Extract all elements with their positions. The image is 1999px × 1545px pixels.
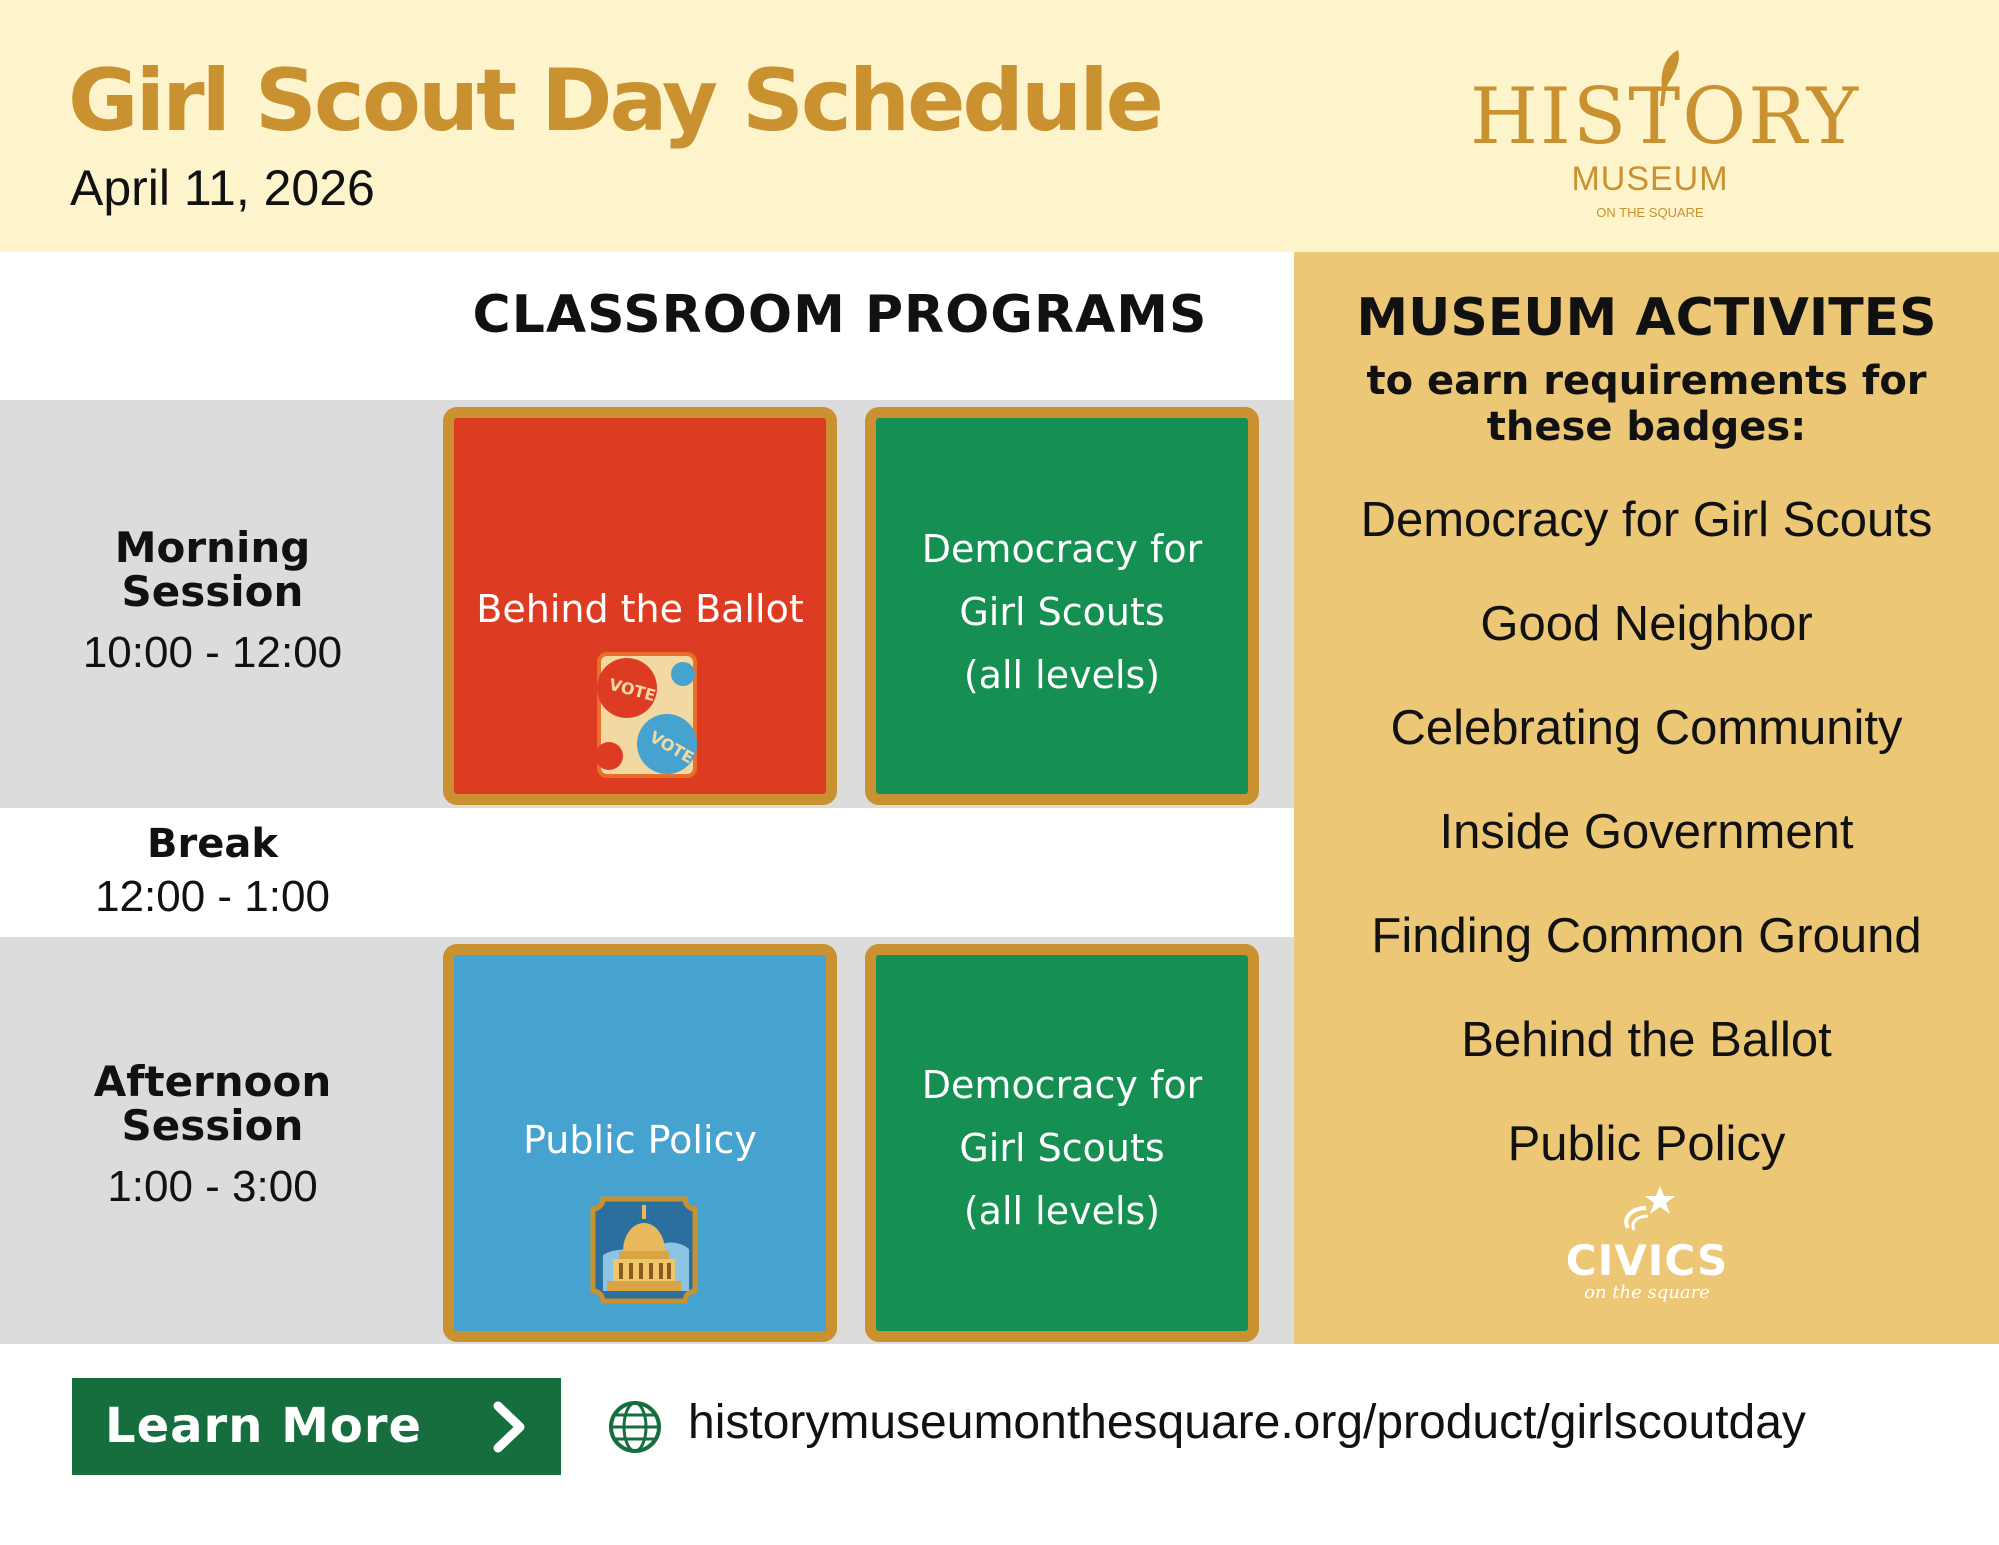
afternoon-session-time: 1:00 - 3:00: [107, 1162, 318, 1211]
democracy-afternoon-line2: Girl Scouts: [959, 1126, 1165, 1170]
break-time: 12:00 - 1:00: [95, 872, 330, 921]
afternoon-name-line2: Session: [121, 1101, 304, 1150]
break-name: Break: [147, 821, 278, 867]
badge-list: [1294, 490, 1999, 1218]
morning-session-time: 10:00 - 12:00: [82, 628, 343, 677]
democracy-morning-line1: Democracy for: [921, 527, 1203, 571]
democracy-afternoon-line1: Democracy for: [921, 1063, 1203, 1107]
learn-more-label: Learn More: [105, 1398, 423, 1454]
afternoon-session-name: [0, 1057, 425, 1150]
democracy-afternoon-card[interactable]: [865, 944, 1259, 1342]
globe-icon: [608, 1400, 662, 1454]
museum-sub-line2: these badges:: [1486, 404, 1807, 450]
museum-activities-panel: [1294, 252, 1999, 1344]
badge-item: Good Neighbor: [1480, 597, 1813, 651]
event-date: April 11, 2026: [70, 160, 375, 216]
public-policy-card[interactable]: [443, 944, 837, 1342]
democracy-afternoon-line3: (all levels): [963, 1189, 1161, 1233]
badge-item: Behind the Ballot: [1461, 1013, 1832, 1067]
star-swoosh-icon: [1620, 1184, 1680, 1234]
morning-session-label: [0, 523, 425, 678]
page-title: Girl Scout Day Schedule: [68, 51, 1162, 151]
logo-sub: MUSEUM: [1571, 160, 1729, 198]
afternoon-session-label: [0, 1057, 425, 1212]
learn-more-button[interactable]: [72, 1378, 561, 1475]
history-museum-logo: [1470, 40, 1861, 230]
civics-word: CIVICS: [1565, 1236, 1729, 1285]
public-policy-label: Public Policy: [523, 1118, 757, 1162]
svg-text:VOTE: VOTE: [607, 674, 658, 706]
website-link[interactable]: historymuseumonthesquare.org/product/girlscoutday: [688, 1396, 1806, 1449]
morning-name-line1: Morning: [114, 523, 311, 572]
logo-word: HISTORY: [1470, 72, 1861, 162]
behind-the-ballot-label: Behind the Ballot: [476, 587, 804, 631]
break-label: [0, 822, 425, 922]
morning-session-name: [0, 523, 425, 616]
afternoon-name-line1: Afternoon: [93, 1057, 332, 1106]
badge-item: Public Policy: [1507, 1117, 1786, 1171]
behind-the-ballot-card[interactable]: [443, 407, 837, 805]
democracy-morning-card[interactable]: [865, 407, 1259, 805]
democracy-morning-line3: (all levels): [963, 653, 1161, 697]
museum-activities-heading: MUSEUM ACTIVITES: [1356, 288, 1937, 348]
morning-name-line2: Session: [121, 567, 304, 616]
civics-on-the-square-logo: [1562, 1184, 1732, 1324]
svg-text:VOTE: VOTE: [646, 727, 697, 768]
badge-item: Celebrating Community: [1390, 701, 1903, 755]
badge-item: Finding Common Ground: [1371, 909, 1922, 963]
header-banner: [0, 0, 1999, 252]
vote-buttons-icon: [597, 652, 697, 778]
museum-activities-subtitle: [1354, 358, 1939, 450]
classroom-programs-heading: CLASSROOM PROGRAMS: [472, 285, 1208, 345]
civics-sub: on the square: [1584, 1282, 1710, 1303]
museum-sub-line1: to earn requirements for: [1366, 358, 1927, 404]
badge-item: Inside Government: [1439, 805, 1854, 859]
badge-item: Democracy for Girl Scouts: [1360, 493, 1933, 547]
chevron-right-icon: [492, 1400, 528, 1454]
logo-sub2: ON THE SQUARE: [1596, 205, 1704, 220]
capitol-dome-icon: [589, 1195, 699, 1305]
democracy-morning-line2: Girl Scouts: [959, 590, 1165, 634]
